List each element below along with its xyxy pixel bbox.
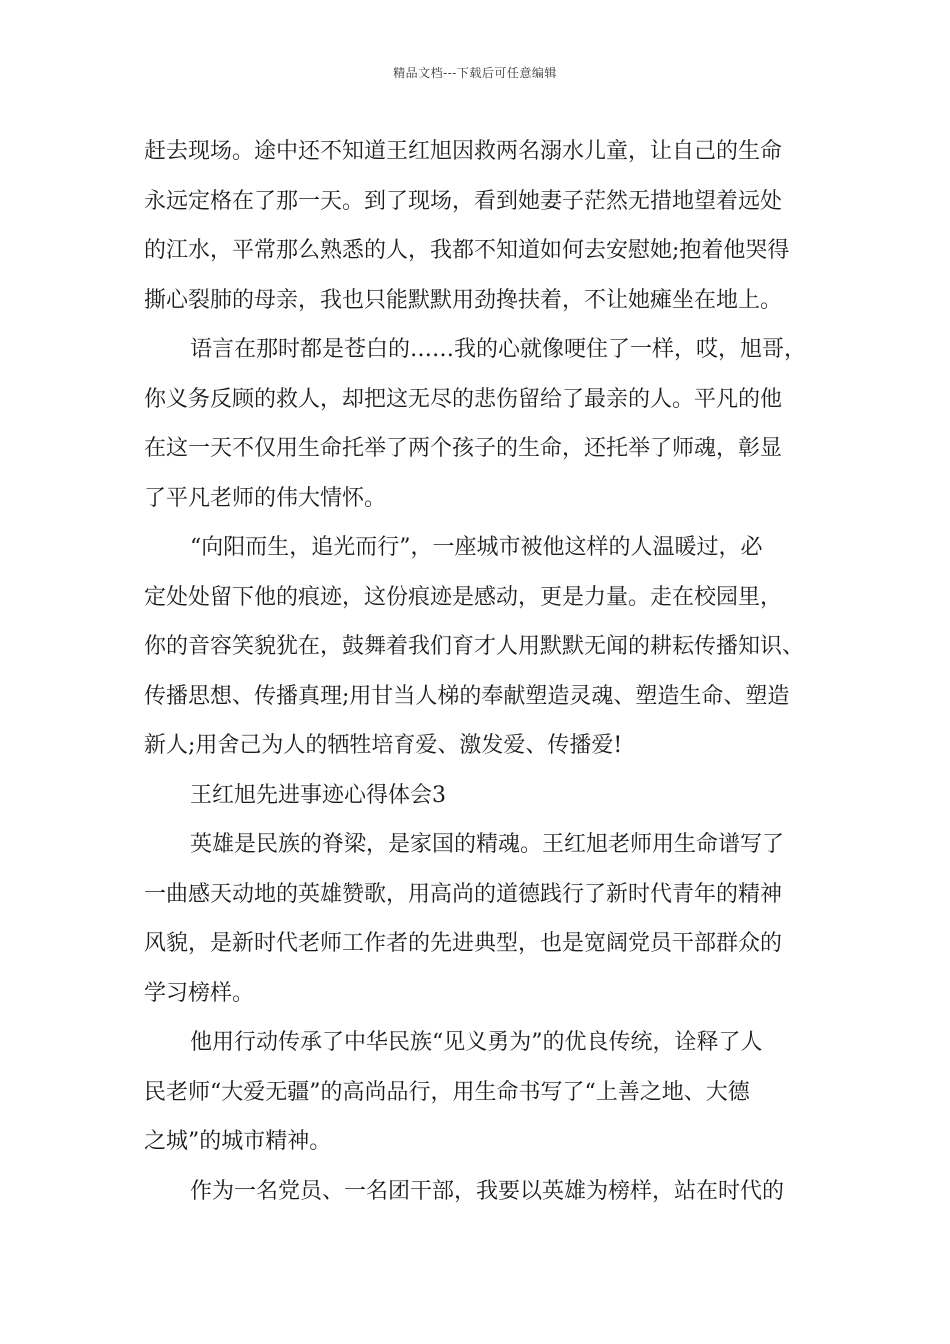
document-body xyxy=(144,132,826,1221)
text-line: 你的音容笑貌犹在，鼓舞着我们育才人用默默无闻的耕耘传播知识、 xyxy=(144,634,805,659)
text-line: 撕心裂肺的母亲，我也只能默默用劲搀扶着，不让她瘫坐在地上。 xyxy=(144,287,783,313)
text-line: 民老师“大爱无疆”的高尚品行，用生命书写了“上善之地、大德 xyxy=(144,1079,750,1105)
text-line: 永远定格在了那一天。到了现场，看到她妻子茫然无措地望着远处 xyxy=(144,188,783,214)
text-line: 在这一天不仅用生命托举了两个孩子的生命，还托举了师魂，彰显 xyxy=(144,436,783,461)
page-header: 精品文档---下载后可任意编辑 xyxy=(393,66,557,80)
text-line: 风貌，是新时代老师工作者的先进典型，也是宽阔党员干部群众的 xyxy=(144,931,783,956)
text-line: 传播思想、传播真理;用甘当人梯的奉献塑造灵魂、塑造生命、塑造 xyxy=(144,683,790,709)
text-line: 之城”的城市精神。 xyxy=(144,1129,332,1154)
text-line: 英雄是民族的脊梁，是家国的精魂。王红旭老师用生命谱写了 xyxy=(190,832,785,857)
text-line: 定处处留下他的痕迹，这份痕迹是感动，更是力量。走在校园里， xyxy=(144,584,783,610)
text-line: 的江水，平常那么熟悉的人，我都不知道如何去安慰她;抱着他哭得 xyxy=(144,238,790,263)
text-line: 赶去现场。途中还不知道王红旭因救两名溺水儿童，让自己的生命 xyxy=(144,139,783,164)
text-line: 作为一名党员、一名团干部，我要以英雄为榜样，站在时代的 xyxy=(190,1178,785,1204)
text-line: 了平凡老师的伟大情怀。 xyxy=(144,485,387,511)
text-line: 学习榜样。 xyxy=(144,980,255,1006)
text-line: 王红旭先进事迹心得体会3 xyxy=(190,782,446,808)
text-line: 他用行动传承了中华民族“见义勇为”的优良传统，诠释了人 xyxy=(190,1030,763,1055)
text-line: 语言在那时都是苍白的……我的心就像哽住了一样，哎，旭哥， xyxy=(190,337,807,362)
text-line: “向阳而生，追光而行”，一座城市被他这样的人温暖过，必 xyxy=(190,535,763,560)
text-line: 一曲感天动地的英雄赞歌，用高尚的道德践行了新时代青年的精神 xyxy=(144,881,783,907)
text-line: 你义务反顾的救人，却把这无尽的悲伤留给了最亲的人。平凡的他 xyxy=(144,386,783,412)
text-line: 新人;用舍己为人的牺牲培育爱、激发爱、传播爱! xyxy=(144,733,623,758)
